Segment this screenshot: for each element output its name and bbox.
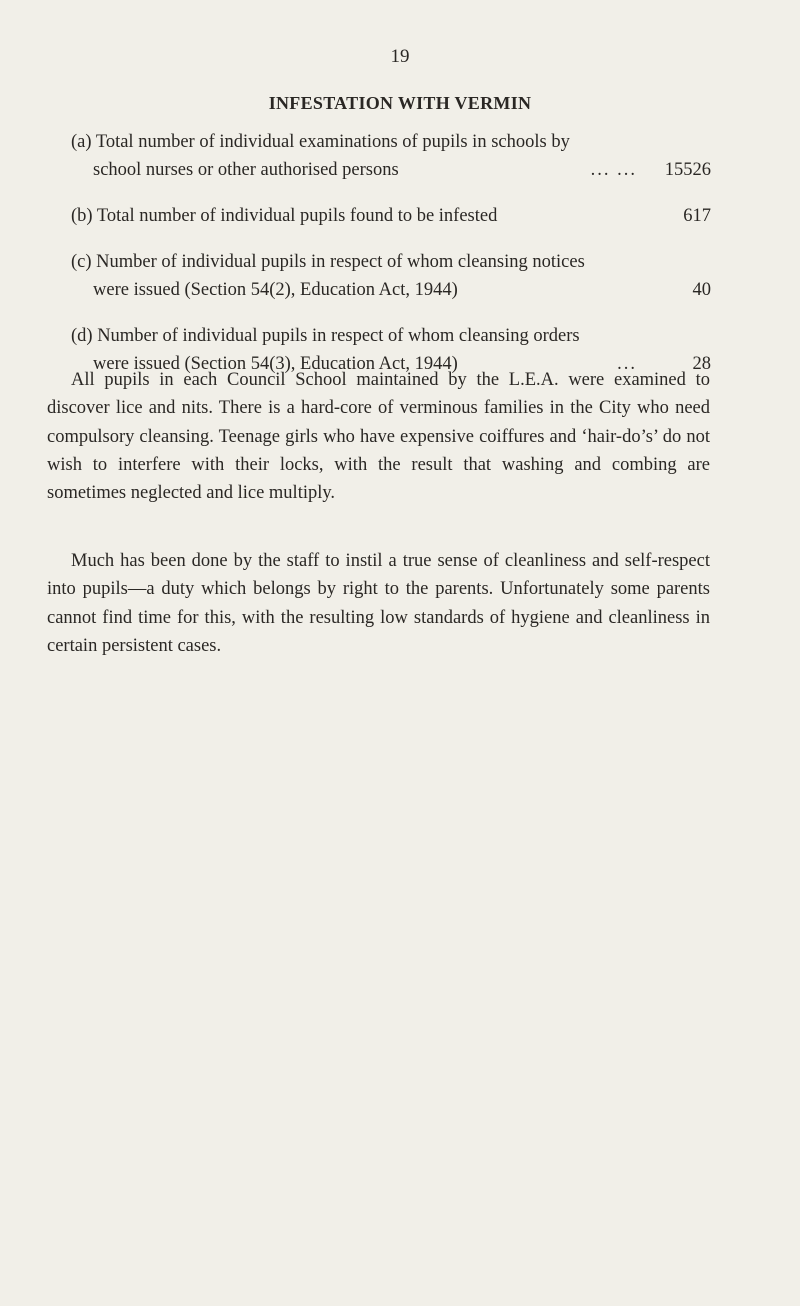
stat-value: 617: [683, 206, 711, 226]
section-heading: INFESTATION WITH VERMIN: [268, 93, 532, 113]
stat-dots: ... ...: [590, 160, 637, 180]
page-number: 19: [390, 46, 410, 67]
statistics-list: [71, 128, 711, 396]
stat-item-b: [71, 202, 711, 230]
body-paragraph-2: Much has been done by the staff to instil a true sense of cleanliness and self-respect into pupils—a duty which belongs by right to the parents. Unfortunately some parents cannot find time for this, with the resulting low standards of hygiene and cleanliness in certain persistent cases.: [47, 551, 710, 656]
stat-value: 40: [692, 280, 711, 300]
stat-label: (a) Total number of individual examinations of pupils in schools by school nurses or other authorised persons: [71, 132, 570, 180]
stat-item-c: [71, 248, 711, 304]
stat-item-a: [71, 128, 711, 184]
body-paragraph-1: All pupils in each Council School maintained by the L.E.A. were examined to discover lice and nits. There is a hard-core of verminous families in the City who need compulsory cleansing. Teenage girls who have expensive coiffures and ‘hair-do’s’ do not wish to interfere with their locks, with the result that washing and combing are sometimes neglected and lice multiply.: [47, 370, 710, 504]
stat-label: (b) Total number of individual pupils found to be infested: [71, 206, 498, 226]
stat-value: 15526: [664, 160, 711, 180]
stat-value: 28: [692, 354, 711, 374]
stat-dots: ...: [617, 354, 637, 374]
stat-label: (d) Number of individual pupils in respect of whom cleansing orders were issued (Section 54(3), Education Act, 1944): [71, 326, 580, 374]
stat-label: (c) Number of individual pupils in respect of whom cleansing notices were issued (Section 54(2), Education Act, 1944): [71, 252, 585, 300]
